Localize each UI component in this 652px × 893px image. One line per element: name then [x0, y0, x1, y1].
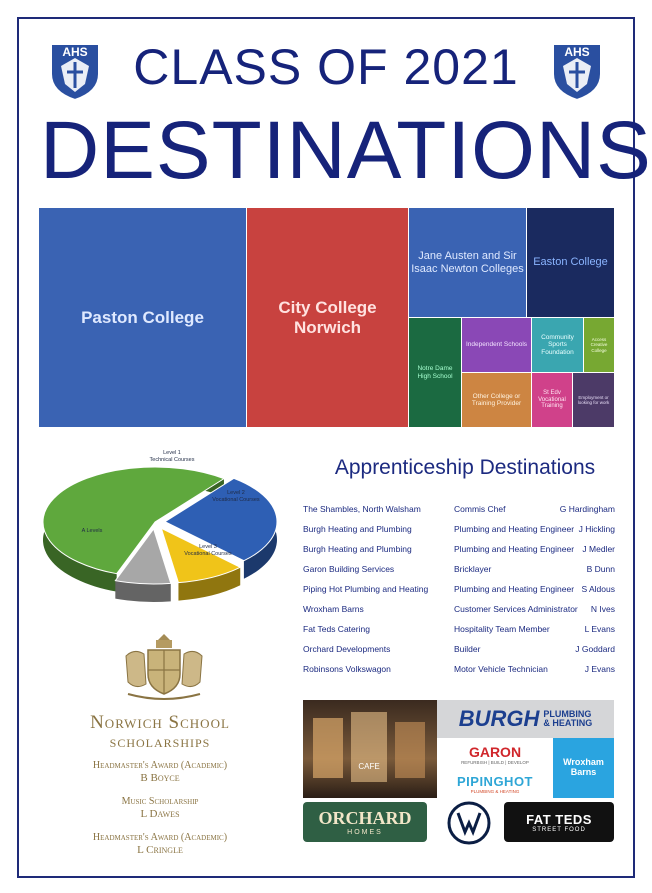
apprenticeship-employer: Garon Building Services — [303, 564, 395, 574]
apprenticeship-name: L Evans — [584, 624, 615, 634]
treemap-access-creative — [584, 318, 615, 373]
crest-badge-text: AHS — [62, 45, 88, 59]
title-class-of: CLASS OF 2021 — [133, 39, 519, 95]
crest-badge-text: AHS — [564, 45, 590, 59]
apprenticeship-title: Apprenticeship Destinations — [334, 456, 596, 479]
burgh-logo-line1: PLUMBING — [543, 708, 592, 719]
pie-label: Vocational Courses — [184, 551, 232, 557]
apprenticeship-employer: Wroxham Barns — [303, 604, 364, 614]
apprenticeship-row — [303, 564, 615, 584]
apprenticeship-role: Commis Chef — [454, 504, 506, 514]
scholarship-recipient: L Cringle — [137, 844, 183, 856]
apprenticeship-role: Motor Vehicle Technician — [454, 664, 548, 674]
scholarship-recipient: L Dawes — [140, 808, 180, 820]
treemap-paston — [39, 208, 247, 428]
scholarship-award: Headmaster's Award (Academic) — [92, 760, 228, 771]
norwich-school-title: Norwich School — [90, 712, 230, 733]
treemap-st-edv — [532, 373, 573, 428]
fat-teds-logo — [504, 802, 614, 842]
scholarship-award: Music Scholarship — [121, 796, 199, 807]
pie-label: Technical Courses — [149, 457, 195, 463]
apprenticeship-employer: Piping Hot Plumbing and Heating — [303, 584, 429, 594]
apprenticeship-name: S Aldous — [581, 584, 615, 594]
apprenticeship-name: J Goddard — [575, 644, 615, 654]
apprenticeship-row — [303, 624, 615, 644]
scholarship-award: Headmaster's Award (Academic) — [92, 832, 228, 843]
apprenticeship-name: J Evans — [584, 664, 615, 674]
apprenticeship-name: N Ives — [590, 604, 615, 614]
treemap-label: City College Norwich — [278, 297, 377, 337]
apprenticeship-role: Plumbing and Heating Engineer — [454, 544, 575, 554]
apprenticeship-employer: Robinsons Volkswagon — [303, 664, 391, 674]
apprenticeship-row — [303, 664, 615, 684]
orchard-homes-logo — [303, 802, 427, 842]
fatteds-logo-text: FAT TEDS — [526, 811, 592, 827]
pipinghot-logo-sub: PLUMBING & HEATING — [470, 789, 520, 794]
apprenticeship-role: Customer Services Administrator — [454, 604, 578, 614]
fatteds-logo-sub: STREET FOOD — [532, 826, 586, 833]
burgh-logo — [437, 700, 614, 738]
garon-logo-text: GARON — [468, 743, 522, 760]
treemap-label: Easton College — [533, 256, 608, 269]
apprenticeship-role: Plumbing and Heating Engineer — [454, 524, 575, 534]
pipinghot-logo — [437, 770, 553, 798]
treemap-city-college — [247, 208, 409, 428]
apprenticeship-employer: The Shambles, North Walsham — [303, 504, 421, 514]
treemap-other-college — [462, 373, 532, 428]
apprenticeship-role: Bricklayer — [454, 564, 492, 574]
burgh-logo-line2: & HEATING — [543, 718, 593, 728]
apprenticeship-employer: Orchard Developments — [303, 644, 391, 654]
apprenticeship-employer: Burgh Heating and Plumbing — [303, 524, 412, 534]
apprenticeship-role: Hospitality Team Member — [454, 624, 550, 634]
wroxham-barns-logo — [553, 738, 614, 798]
orchard-logo-text: ORCHARD — [318, 808, 412, 828]
apprenticeship-role: Builder — [454, 644, 481, 654]
apprenticeship-row — [303, 524, 615, 544]
pipinghot-logo-text: PIPINGHOT — [456, 774, 533, 789]
pie-label: A Levels — [81, 528, 103, 534]
cafe-sign: CAFE — [358, 762, 380, 771]
cafe-photo — [303, 700, 437, 798]
pie-label: Level 1 — [163, 450, 181, 456]
treemap-label: Other College or Training Provider — [471, 392, 522, 407]
apprenticeship-row — [303, 604, 615, 624]
garon-logo — [437, 738, 553, 770]
scholarships-subtitle: SCHOLARSHIPS — [109, 736, 211, 750]
apprenticeship-employer: Burgh Heating and Plumbing — [303, 544, 412, 554]
treemap-label: Jane Austen and Sir Isaac Newton Colleges — [411, 249, 524, 275]
treemap-label: Community Sports Foundation — [541, 333, 574, 356]
treemap-employment — [573, 373, 615, 428]
pie-label: Level 3 — [199, 544, 217, 550]
pie-label: Level 2 — [227, 490, 245, 496]
treemap-label: Paston College — [81, 307, 204, 327]
scholarship-recipient: B Boyce — [140, 772, 180, 784]
destinations-treemap — [39, 208, 615, 428]
courses-pie-chart — [30, 440, 300, 620]
treemap-notre-dame — [409, 318, 462, 428]
ahs-crest-left — [47, 40, 103, 100]
ahs-crest-right — [549, 40, 605, 100]
treemap-label: Independent Schools — [465, 341, 528, 349]
apprenticeship-row — [303, 544, 615, 564]
apprenticeship-name: J Hickling — [578, 524, 615, 534]
treemap-label: Notre Dame High School — [417, 365, 453, 380]
orchard-logo-sub: HOMES — [347, 829, 383, 836]
burgh-logo-main: BURGH — [458, 706, 540, 731]
treemap-jane-austen — [409, 208, 527, 318]
treemap-label: Access Creative College — [590, 337, 608, 353]
treemap-community-sports — [532, 318, 584, 373]
apprenticeship-name: G Hardingham — [559, 504, 615, 514]
treemap-easton — [527, 208, 615, 318]
treemap-independent — [462, 318, 532, 373]
apprenticeship-role: Plumbing and Heating Engineer — [454, 584, 575, 594]
apprenticeship-name: J Medler — [582, 544, 615, 554]
volkswagen-logo-icon — [446, 800, 492, 846]
apprenticeship-row — [303, 584, 615, 604]
wroxham-logo-line1: Wroxham — [563, 757, 604, 768]
treemap-label: Employment or looking for work — [577, 394, 610, 405]
title-destinations: DESTINATIONS — [40, 105, 652, 196]
apprenticeship-row — [303, 504, 615, 524]
norwich-school-crest-icon — [118, 630, 210, 702]
treemap-label: St Edv Vocational Training — [538, 389, 566, 410]
apprenticeship-row — [303, 644, 615, 664]
apprenticeship-employer: Fat Teds Catering — [303, 624, 370, 634]
wroxham-logo-line2: Barns — [570, 767, 597, 777]
apprenticeship-name: B Dunn — [586, 564, 615, 574]
garon-logo-sub: REFURBISH | BUILD | DEVELOP — [461, 759, 529, 765]
pie-label: Vocational Courses — [212, 497, 260, 503]
